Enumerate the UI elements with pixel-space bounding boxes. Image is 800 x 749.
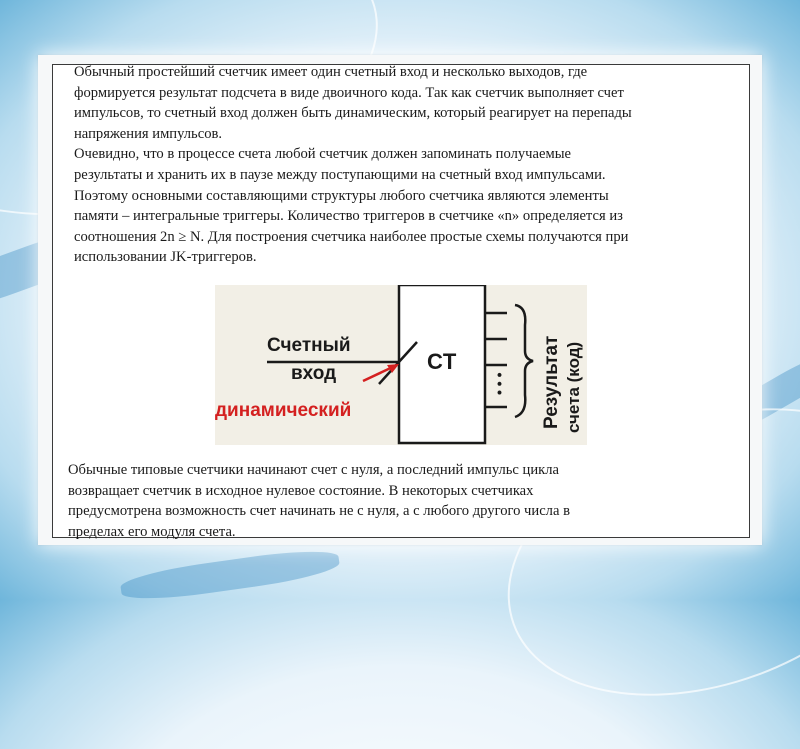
counter-diagram [215,285,587,445]
background-band-bottom [119,545,341,605]
output-dots: • • • [491,372,507,395]
counting-input-label-line2: вход [291,363,337,384]
result-label-line2: счета (код) [564,341,583,433]
counting-input-label: Счетный [267,335,351,356]
result-label: Результат [541,335,562,429]
intro-paragraph: Обычный простейший счетчик имеет один счетный вход и несколько выходов, где формируется результат подсчета в виде двоичного кода. Так как счетчик выполняет счет импульсов, то счетный вход должен быть динамическим, который реагирует на перепады напряжения импульсов. Очевидно, что в процессе счета любой счетчик должен запоминать получаемые результаты и хранить их в паузе между поступающими на счетный вход импульсами. Поэтому основными составляющими структуры любого счетчика являются элементы памяти – интегральные триггеры. Количество триггеров в счетчике «n» определяется из соотношения 2n ≥ N. Для построения счетчика наиболее простые схемы получаются при использовании JK-триггеров. [74,64,632,266]
dynamic-label: динамический [215,400,352,421]
closing-paragraph: Обычные типовые счетчики начинают счет с нуля, а последний импульс цикла возвращает счетчик в исходное нулевое состояние. В некоторых счетчиках предусмотрена возможность счет начинать не с нуля, а с любого другого числа в пределах его модуля счета. [68,462,570,540]
ct-block-label: CT [427,349,457,374]
